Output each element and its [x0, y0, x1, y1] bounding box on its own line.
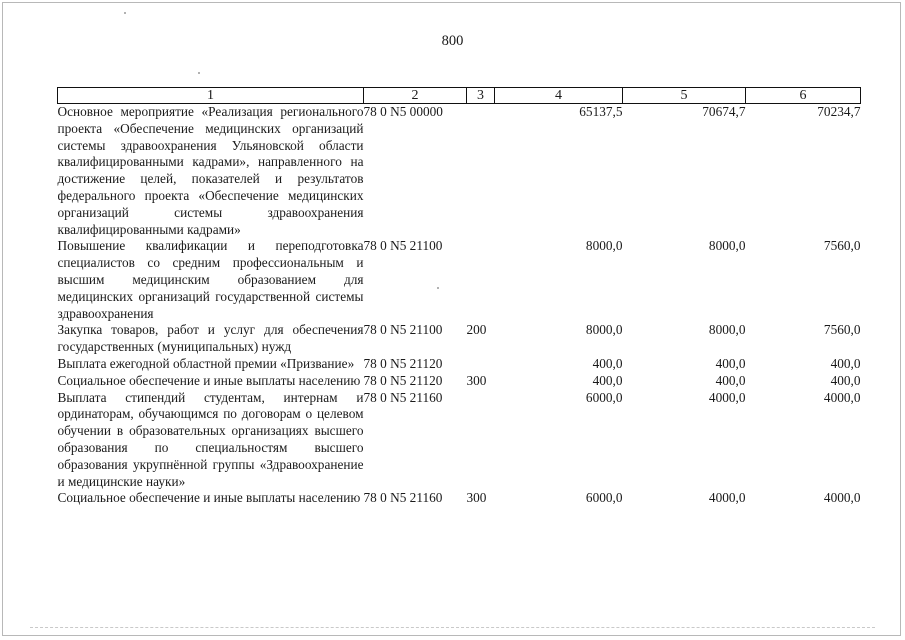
row-name: Выплата ежегодной областной премии «Призвание»	[57, 355, 355, 371]
row-value-col6: 7560,0	[823, 322, 861, 338]
row-expense-type: 300	[466, 372, 487, 388]
row-target-code: 78 0 N5 21100	[363, 238, 443, 254]
page-number: 800	[441, 33, 464, 49]
row-value-col6: 400,0	[830, 355, 861, 371]
row-target-code: 78 0 N5 21100	[363, 322, 443, 338]
row-expense-type	[467, 238, 495, 322]
row-value-col5: 400,0	[715, 372, 746, 388]
row-value-col4: 6000,0	[585, 389, 623, 405]
column-header-1: 1	[58, 88, 364, 104]
table-row	[58, 356, 861, 373]
row-name: Социальное обеспечение и иные выплаты населению	[57, 490, 361, 506]
row-value-col6: 4000,0	[823, 389, 861, 405]
row-target-code: 78 0 N5 21160	[363, 490, 443, 506]
row-name: Основное мероприятие «Реализация регионального проекта «Обеспечение медицинских организаций системы здравоохранения Ульяновской области квалифицированными кадрами», направленного на достижение целей, показателей и результатов федерального проекта «Обеспечение медицинских организаций системы здравоохранения квалифицированными кадрами»	[57, 104, 364, 237]
row-value-col6: 7560,0	[823, 238, 861, 254]
row-value-col4: 400,0	[592, 372, 623, 388]
table-row	[58, 390, 861, 491]
bottom-scan-edge	[30, 627, 875, 628]
row-value-col4: 8000,0	[585, 322, 623, 338]
row-value-col5: 8000,0	[708, 238, 746, 254]
row-value-col4: 65137,5	[579, 104, 623, 119]
column-header-6: 6	[746, 88, 861, 104]
table-row	[58, 322, 861, 356]
row-expense-type: 200	[466, 322, 487, 338]
row-value-col5: 400,0	[715, 355, 746, 371]
row-value-col6: 4000,0	[823, 490, 861, 506]
table-row	[58, 490, 861, 507]
table-row	[58, 373, 861, 390]
column-header-2: 2	[364, 88, 467, 104]
row-expense-type	[467, 104, 495, 239]
table-row	[58, 238, 861, 322]
row-value-col4: 6000,0	[585, 490, 623, 506]
table-header-row	[58, 88, 861, 104]
row-value-col4: 400,0	[592, 355, 623, 371]
row-value-col5: 70674,7	[702, 104, 746, 119]
row-value-col4: 8000,0	[585, 238, 623, 254]
scan-speck	[198, 72, 200, 74]
column-header-5: 5	[623, 88, 746, 104]
row-value-col5: 4000,0	[708, 490, 746, 506]
row-value-col5: 4000,0	[708, 389, 746, 405]
row-expense-type	[467, 356, 495, 373]
budget-table	[57, 87, 861, 507]
row-name: Социальное обеспечение и иные выплаты населению	[57, 372, 361, 388]
row-value-col5: 8000,0	[708, 322, 746, 338]
row-target-code: 78 0 N5 21120	[363, 372, 443, 388]
scan-speck	[124, 12, 126, 14]
row-target-code: 78 0 N5 21160	[363, 389, 443, 405]
row-expense-type: 300	[466, 490, 487, 506]
column-header-4: 4	[495, 88, 623, 104]
column-header-3: 3	[467, 88, 495, 104]
scan-speck	[437, 287, 439, 289]
row-name: Закупка товаров, работ и услуг для обеспечения государственных (муниципальных) нужд	[57, 322, 364, 355]
row-name: Выплата стипендий студентам, интернам и ординаторам, обучающимся по договорам о целевом обучении в образовательных организациях высшего образования по специальностям высшего образования укрупнённой группы «Здравоохранение и медицинские науки»	[57, 389, 364, 489]
row-name: Повышение квалификации и переподготовка специалистов со средним профессиональным и высшим медицинским образованием для медицинских организаций государственной системы здравоохранения	[57, 238, 364, 321]
table-row	[58, 104, 861, 239]
row-target-code: 78 0 N5 00000	[363, 104, 443, 119]
row-expense-type	[467, 390, 495, 491]
row-value-col6: 70234,7	[817, 104, 861, 119]
row-value-col6: 400,0	[830, 372, 861, 388]
row-target-code: 78 0 N5 21120	[363, 355, 443, 371]
